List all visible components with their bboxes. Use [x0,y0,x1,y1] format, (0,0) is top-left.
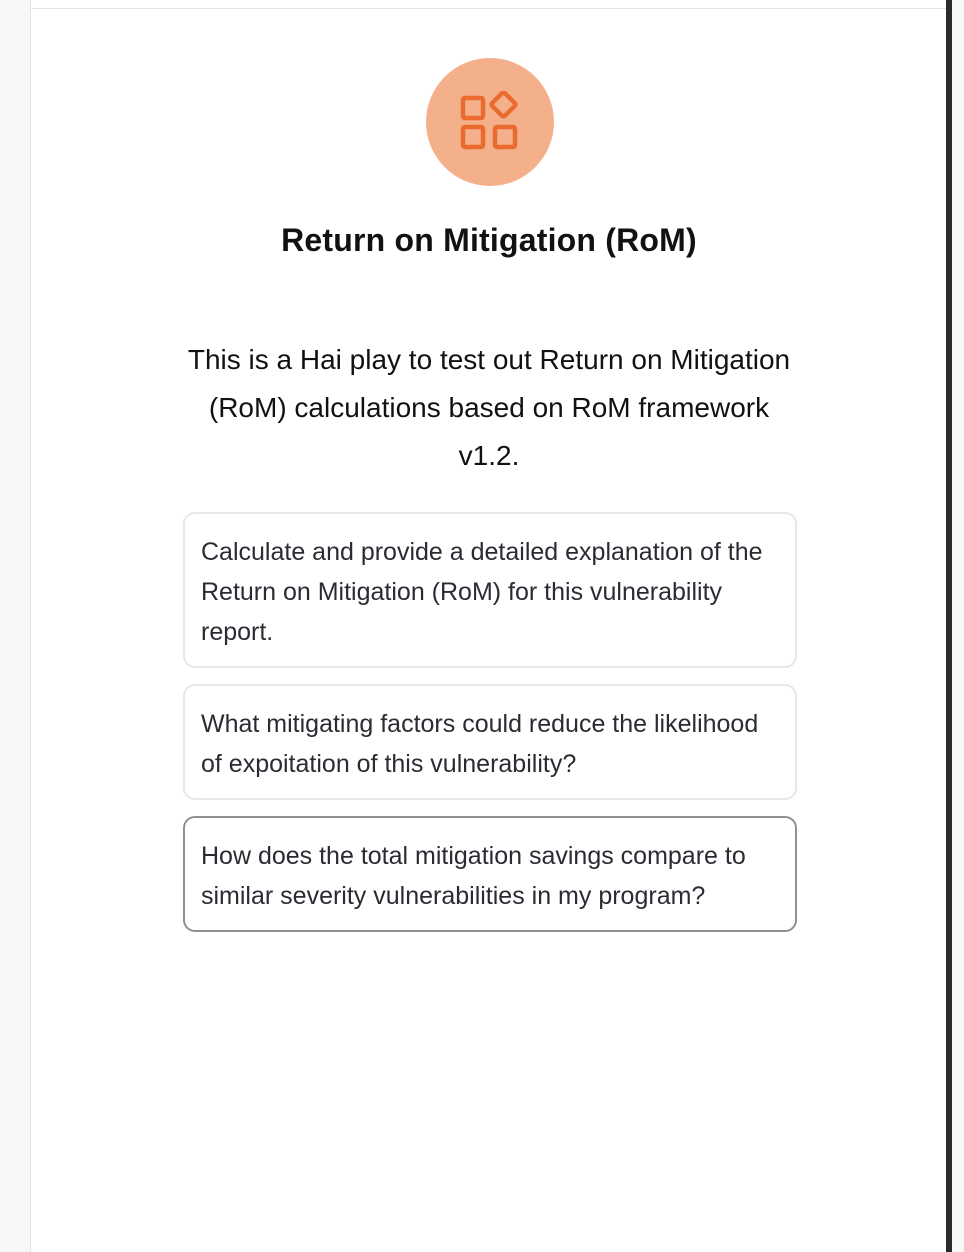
window-edge-inner [952,0,964,1252]
window-edge [946,0,964,1252]
play-description: This is a Hai play to test out Return on Mitigation (RoM) calculations based on RoM framework v1.2. [187,344,791,471]
suggested-prompt-3[interactable]: How does the total mitigation savings compare to similar severity vulnerabilities in my program? [183,816,797,932]
apps-grid-icon [459,91,521,153]
suggested-prompt-2[interactable]: What mitigating factors could reduce the likelihood of expoitation of this vulnerability? [183,684,797,800]
page-title: Return on Mitigation (RoM) [281,222,697,258]
panel-divider [31,8,946,9]
left-gutter [0,0,30,1252]
suggested-prompt-1[interactable]: Calculate and provide a detailed explanation of the Return on Mitigation (RoM) for this vulnerability report. [183,512,797,668]
play-icon-badge [426,58,554,186]
hai-play-panel [30,0,946,1252]
